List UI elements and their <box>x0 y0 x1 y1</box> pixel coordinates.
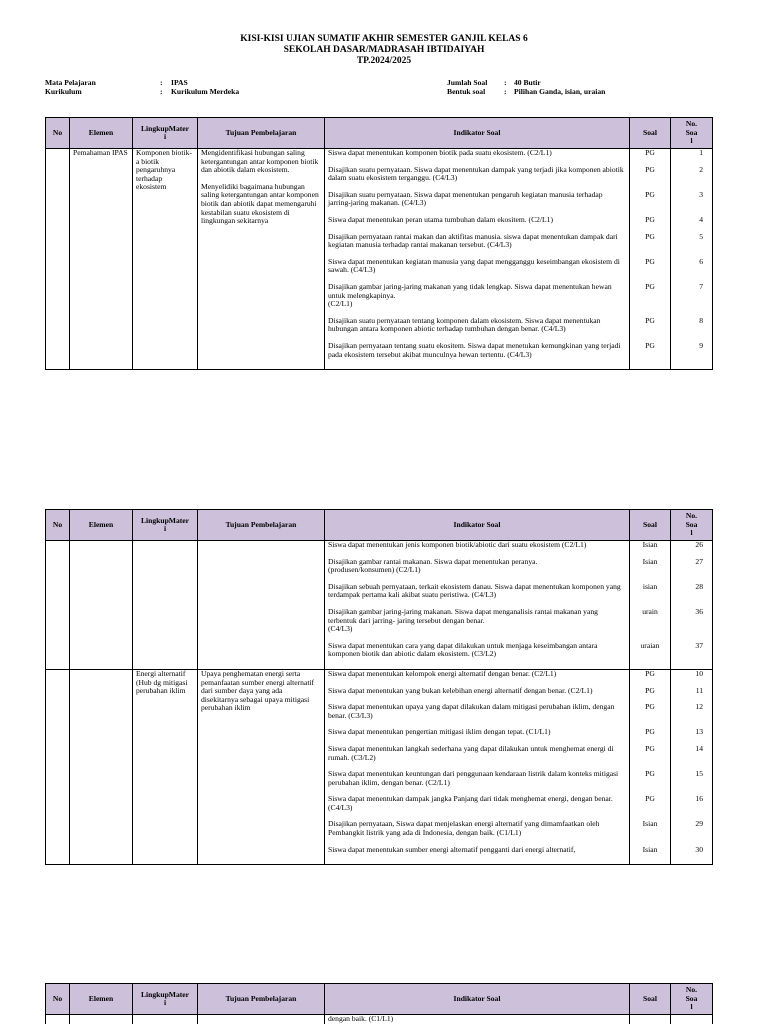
soal-type: urain <box>642 606 658 616</box>
col-header-nosoal: No. Soa l <box>671 510 713 541</box>
soal-type: PG <box>645 685 655 695</box>
soal-type-cell <box>630 541 671 670</box>
soal-number-cell <box>671 149 713 370</box>
soal-number: 4 <box>699 214 703 224</box>
soal-type: PG <box>645 148 655 157</box>
soal-number: 26 <box>695 540 703 549</box>
soal-number: 10 <box>695 668 703 678</box>
tujuan-cell <box>198 669 325 864</box>
kurikulum-value: Kurikulum Merdeka <box>171 87 240 96</box>
soal-type: Isian <box>642 819 658 829</box>
bentuk-label: Bentuk soal <box>447 87 486 96</box>
soal-type: isian <box>642 581 658 591</box>
soal-number: 36 <box>695 606 703 616</box>
row-no <box>46 541 70 670</box>
bentuk-value: Pilihan Ganda, isian, uraian <box>514 87 606 96</box>
kisi-table-2 <box>45 509 713 865</box>
indikator-text: Disajikan sebuah pernyataan, terkait ekosistem danau. Siswa dapat menentukan komponen yang terdampak pertama kali akibat suatu peristiwa. (C4/L3) <box>328 581 621 600</box>
tujuan-paragraph: Upaya penghematan energi serta pemanfaatan sumber energi alternatif dari sumber daya yang ada disekitarnya sebagai upaya mitigasi perubahan iklim <box>201 668 315 713</box>
school-year: TP.2024/2025 <box>356 56 412 66</box>
tujuan-cell <box>198 1015 325 1024</box>
indikator-text: Disajikan pernyataan, Siswa dapat menjelaskan energi alternatif yang dimamfaatkan oleh Pembangkit listrik yang ada di Indonesia, dengan baik. (C1/L1) <box>328 819 600 838</box>
indikator-text: Siswa dapat menentukan langkah sederhana yang dapat dilakukan untuk menghemat energi di rumah. (C3/L2) <box>328 743 614 762</box>
row-no <box>46 149 70 370</box>
col-header-tujuan: Tujuan Pembelajaran <box>198 118 325 149</box>
mapel-value: IPAS <box>171 78 188 87</box>
elemen-cell <box>70 669 133 864</box>
soal-number-cell <box>671 669 713 864</box>
table-row <box>46 1015 713 1024</box>
indikator-text: Disajikan gambar rantai makanan. Siswa dapat menentukan peranya. (produsen/konsumen) (C2/L1) <box>328 556 538 575</box>
doc-title: KISI-KISI UJIAN SUMATIF AKHIR SEMESTER GANJIL KELAS 6 <box>240 34 528 44</box>
tujuan-cell <box>198 541 325 670</box>
soal-number: 2 <box>699 164 703 174</box>
soal-number: 29 <box>695 819 703 829</box>
soal-type: PG <box>645 340 655 350</box>
soal-number: 12 <box>695 702 703 712</box>
indikator-cell <box>325 1015 630 1024</box>
soal-type: PG <box>645 164 655 174</box>
soal-number-cell <box>671 541 713 670</box>
indikator-text: Siswa dapat menentukan kegiatan manusia yang dapat mengganggu keseimbangan ekosistem di sawah. (C4/L3) <box>328 256 620 275</box>
soal-number: 1 <box>699 148 703 157</box>
soal-type: PG <box>645 189 655 199</box>
lingkup-cell: Komponen biotik- a biotik pengaruhnya terhadap ekosistem <box>133 149 198 370</box>
soal-type: PG <box>645 794 655 804</box>
indikator-text: dengan baik. (C1/L1) <box>328 1014 394 1023</box>
indikator-text: Siswa dapat menentukan yang bukan kelebihan energi alternatif dengan benar. (C2/L1) <box>328 685 593 695</box>
school-name: SEKOLAH DASAR/MADRASAH IBTIDAIYAH <box>283 45 485 55</box>
indikator-text: Siswa dapat menentukan cara yang dapat dilakukan untuk menjaga keseimbangan antara komponen biotik dan abiotic dalam ekosistem. (C3/L2) <box>328 640 598 659</box>
indikator-text: Disajikan gambar jaring-jaring makanan. Siswa dapat menganalisis rantai makanan yang terbentuk dari jarring- jaring tersebut dengan benar. (C4/L3) <box>328 606 598 634</box>
tujuan-paragraph: Menyelidiki bagaimana hubungan saling ketergantungan antar komponen biotik dan abiotik dapat memengaruhi kestabilan suatu ekosistem di lingkungan sekitarnya <box>201 181 319 226</box>
indikator-text: Disajikan gambar jaring-jaring makanan yang tidak lengkap. Siswa dapat menentukan hewan untuk melengkapinya. (C2/L1) <box>328 281 612 309</box>
jumlah-sep: : <box>504 78 507 87</box>
col-header-elemen: Elemen <box>70 118 133 149</box>
mapel-sep: : <box>160 78 163 87</box>
soal-type: PG <box>645 668 655 678</box>
soal-number: 11 <box>695 685 703 695</box>
soal-number: 3 <box>699 189 703 199</box>
lingkup-cell <box>133 541 198 670</box>
bentuk-sep: : <box>504 87 507 96</box>
col-header-indikator: Indikator Soal <box>325 984 630 1015</box>
soal-number: 7 <box>699 281 703 291</box>
jumlah-label: Jumlah Soal <box>447 78 488 87</box>
soal-type: PG <box>645 315 655 325</box>
soal-type: PG <box>645 256 655 266</box>
indikator-text: Siswa dapat menentukan dampak jangka Panjang dari tidak menghemat energi, dengan benar. (C4/L3) <box>328 794 613 812</box>
soal-number-cell <box>671 1015 713 1024</box>
col-header-no: No <box>46 118 70 149</box>
indikator-text: Siswa dapat menentukan kelompok energi alternatif dengan benar. (C2/L1) <box>328 668 557 678</box>
soal-number: 5 <box>699 231 703 241</box>
soal-number <box>674 1015 709 1024</box>
mapel-label: Mata Pelajaran <box>45 78 96 87</box>
soal-type <box>633 1015 667 1024</box>
soal-type: Isian <box>642 540 658 549</box>
col-header-elemen: Elemen <box>70 510 133 541</box>
indikator-text: Disajikan pernyataan tentang suatu ekositem. Siswa dapat menetukan kemungkinan yang terjadi pada ekosistem tersebut akibat munculnya hewan tertentu. (C4/L3) <box>328 340 621 359</box>
soal-number: 28 <box>695 581 703 591</box>
soal-number: 14 <box>695 743 703 753</box>
lingkup-cell: Energi alternatif (Hub dg mitigasi perubahan iklim <box>133 669 198 864</box>
soal-number: 8 <box>699 315 703 325</box>
tujuan-cell <box>198 149 325 370</box>
indikator-text: Siswa dapat menentukan pengertian mitigasi iklim dengan tepat. (C1/L1) <box>328 727 551 737</box>
soal-type-cell <box>630 1015 671 1024</box>
col-header-no: No <box>46 510 70 541</box>
indikator-text: Disajikan pernyataan rantai makan dan aktifitas manusia. siswa dapat menentukan dampak dari kegiatan manusia terhadap rantai makanan tersebut. (C4/L3) <box>328 231 618 250</box>
indikator-text: Siswa dapat menentukan komponen biotik pada suatu ekosistem. (C2/L1) <box>328 148 552 157</box>
indikator-text: Disajikan suatu pernyataan tentang komponen dalam ekosistem. Siswa dapat menentukan hubungan antara komponen abiotic terhadap tumbuhan dengan benar. (C4/L3) <box>328 315 601 334</box>
indikator-text: Siswa dapat menentukan upaya yang dapat dilakukan dalam mitigasi perubahan iklim, dengan benar. (C3/L3) <box>328 702 615 720</box>
col-header-lingkup: LingkupMater i <box>133 510 198 541</box>
soal-number: 6 <box>699 256 703 266</box>
soal-type: PG <box>645 702 655 712</box>
soal-type: Isian <box>642 556 658 566</box>
tujuan-paragraph: Mengidentifikasi hubungan saling ketergantungan antar komponen biotik dan abiotik dalam ekosistem. <box>201 148 319 175</box>
indikator-text: Disajikan suatu pernyataan. Siswa dapat menentukan pengaruh kegiatan manusia terhadap jarring-jaring makanan. (C4/L3) <box>328 189 603 208</box>
soal-type: PG <box>645 727 655 737</box>
row-no <box>46 669 70 864</box>
indikator-cell <box>325 149 630 370</box>
soal-number: 37 <box>695 640 703 650</box>
col-header-indikator: Indikator Soal <box>325 510 630 541</box>
soal-number: 15 <box>695 769 703 779</box>
kurikulum-sep: : <box>160 87 163 96</box>
indikator-text: Siswa dapat menentukan sumber energi alternatif pengganti dari energi alternatif, <box>328 844 576 854</box>
indikator-text: Siswa dapat menentukan jenis komponen biotik/abiotic dari suatu ekosistem (C2/L1) <box>328 540 587 549</box>
col-header-tujuan: Tujuan Pembelajaran <box>198 984 325 1015</box>
jumlah-value: 40 Butir <box>514 78 541 87</box>
soal-number: 30 <box>695 844 703 854</box>
col-header-nosoal: No. Soa l <box>671 984 713 1015</box>
col-header-tujuan: Tujuan Pembelajaran <box>198 510 325 541</box>
soal-number: 13 <box>695 727 703 737</box>
col-header-soal: Soal <box>630 984 671 1015</box>
elemen-cell <box>70 1015 133 1024</box>
soal-type-cell <box>630 149 671 370</box>
row-no <box>46 1015 70 1024</box>
kisi-table-1 <box>45 117 713 370</box>
indikator-text: Siswa dapat menentukan keuntungan dari penggunaan kendaraan listrik dalam konteks mitigasi perubahan iklim, dengan benar. (C2/L1) <box>328 769 619 787</box>
col-header-soal: Soal <box>630 118 671 149</box>
soal-type: uraian <box>640 640 660 650</box>
col-header-lingkup: LingkupMater i <box>133 984 198 1015</box>
table-row <box>46 541 713 670</box>
header-row <box>46 984 713 1015</box>
indikator-cell <box>325 669 630 864</box>
soal-number: 27 <box>695 556 703 566</box>
soal-type: PG <box>645 743 655 753</box>
col-header-indikator: Indikator Soal <box>325 118 630 149</box>
indikator-text: Siswa dapat menentukan peran utama tumbuhan dalam ekositem. (C2/L1) <box>328 214 554 224</box>
table-row <box>46 149 713 370</box>
soal-type: PG <box>645 769 655 779</box>
col-header-soal: Soal <box>630 510 671 541</box>
col-header-nosoal: No. Soa l <box>671 118 713 149</box>
soal-type: Isian <box>642 844 658 854</box>
indikator-text: Disajikan suatu pernyataan. Siswa dapat menentukan dampak yang terjadi jika komponen abiotik dalam suatu ekosistem terganggu. (C4/L3) <box>328 164 624 183</box>
kurikulum-label: Kurikulum <box>45 87 82 96</box>
table-row <box>46 669 713 864</box>
kisi-table-3 <box>45 983 713 1024</box>
soal-number: 16 <box>695 794 703 804</box>
lingkup-cell <box>133 1015 198 1024</box>
col-header-elemen: Elemen <box>70 984 133 1015</box>
header-row <box>46 118 713 149</box>
soal-type: PG <box>645 281 655 291</box>
indikator-cell <box>325 541 630 670</box>
soal-type-cell <box>630 669 671 864</box>
col-header-no: No <box>46 984 70 1015</box>
col-header-lingkup: LingkupMater i <box>133 118 198 149</box>
header-row <box>46 510 713 541</box>
soal-number: 9 <box>699 340 703 350</box>
soal-type: PG <box>645 231 655 241</box>
soal-type: PG <box>645 214 655 224</box>
elemen-cell <box>70 541 133 670</box>
elemen-cell: Pemahaman IPAS <box>70 149 133 370</box>
